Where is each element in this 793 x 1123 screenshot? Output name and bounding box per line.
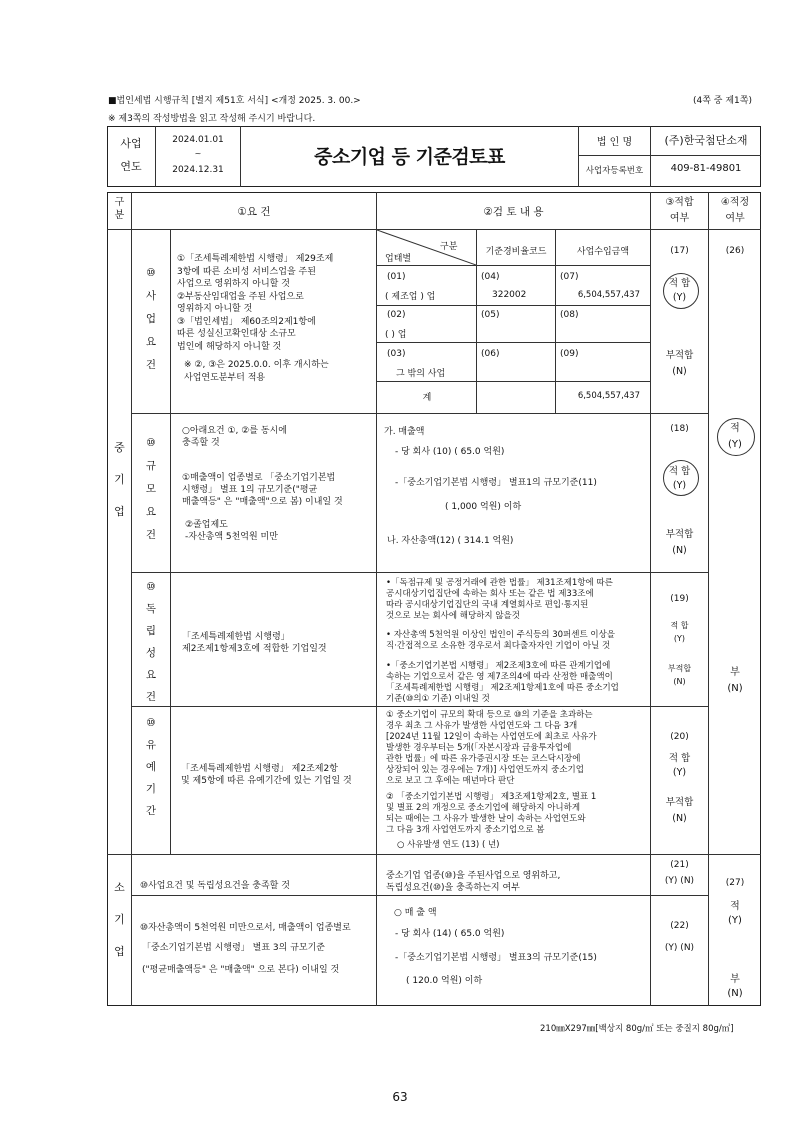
adequacy-no[interactable]: 부 (N) — [727, 667, 743, 694]
small-review2-c: -「중소기업기본법 시행령」 별표3의 규모기준(15) — [395, 953, 597, 963]
fit19-num: (19) — [670, 594, 689, 604]
fit20-no[interactable]: 부적합 (N) — [665, 797, 694, 824]
row1-code: 322002 — [492, 290, 527, 300]
total-label: 계 — [422, 393, 432, 403]
small-review1: 중소기업 업종(⑩)을 주된사업으로 영위하고, 독립성요건(⑩)을 충족하는지 여부 — [386, 871, 561, 893]
year-end: 2024.12.31 — [172, 165, 224, 175]
adequacy26-num: (26) — [725, 246, 745, 256]
small-req2-a: ⑩자산총액이 5천억원 미만으로서, 매출액이 업종별로 — [140, 923, 351, 933]
small-req1: ⑩사업요건 및 독립성요건을 충족할 것 — [140, 881, 290, 891]
business-req-label: ⑩ 사 업 요 건 — [145, 267, 157, 371]
small-review2-d: ( 120.0 억원) 이하 — [406, 976, 483, 986]
year-tilde: ~ — [194, 149, 202, 158]
row3-rev-num: (09) — [560, 349, 579, 359]
fit20-num: (20) — [670, 732, 689, 742]
size-total-assets: 나. 자산총액(12) ( 314.1 억원) — [387, 536, 514, 546]
size-req-cond: ○아래요건 ①, ②를 동시에 충족할 것 — [182, 426, 287, 448]
table-corner-top: 구분 — [440, 242, 458, 252]
business-req-note: ※ ②, ③은 2025.0.0. 이후 개시하는 사업연도분부터 적용 — [184, 360, 329, 383]
fit18-no[interactable]: 부적합 (N) — [665, 529, 694, 556]
grace-p1: ① 중소기업이 규모의 확대 등으로 ⑩의 기준을 초과하는 경우 최초 그 사유가 발생한 사업연도와 그 다음 3개 [2024년 11월 12일이 속하는 사업연도에 최초로 사유가 발생한 경우부터는 5개(「자본시장과 금융투자업에 관한 법률」에 따른 유가증권시장 또는 코스닥시장에 상장되어 있는 경우에는 7개)] 사업연도까지 중소기업 으로 보고 그 후에는 매년마다 판단 — [386, 710, 597, 786]
year-start: 2024.01.01 — [172, 135, 224, 145]
fit17-num: (17) — [670, 246, 689, 256]
instruction-note: ※ 제3쪽의 작성방법을 읽고 작성해 주시기 바랍니다. — [108, 114, 316, 124]
independence-req: 「조세특례제한법 시행령」 제2조제1항제3호에 적합한 기업일것 — [182, 632, 327, 654]
row2-name: ( ) 업 — [385, 330, 407, 340]
grace-req-label: ⑩ 유 예 기 간 — [145, 717, 157, 817]
col-revenue: 사업수입금액 — [576, 247, 630, 257]
fit17-yes[interactable]: 적 합 (Y) — [668, 278, 691, 303]
corp-name: (주)한국첨단소재 — [664, 134, 748, 147]
business-req-items: ①「조세특례제한법 시행령」 제29조제 3항에 따른 소비성 서비스업을 주된 사업으로 영위하지 아니할 것 ②부동산임대업을 주된 사업으로 영위하지 아니할 것 ③「법인세법」 제60조의2제1항에 따른 성실신고확인대상 소규모 법인에 해당하지 아니할 것 — [177, 254, 334, 352]
size-req-label: ⑩ 규 모 요 건 — [145, 437, 157, 541]
fit22-num: (22) — [670, 921, 689, 931]
independence-b2: • 자산총액 5천억원 이상인 법인이 주식등의 30퍼센트 이상을 직·간접적으로 소유한 경우로서 최다출자자인 기업이 아닐 것 — [386, 630, 616, 651]
grace-p3: ○ 사유발생 연도 (13) ( 년) — [397, 840, 500, 850]
independence-req-label: ⑩ 독 립 성 요 건 — [145, 581, 157, 703]
row3-name: 그 밖의 사업 — [396, 369, 446, 379]
col-requirement: ①요 건 — [237, 206, 271, 218]
business-year-label: 사업 연도 — [120, 137, 142, 173]
col-fit3: ③적합 여부 — [665, 197, 694, 224]
row1-name: ( 제조업 ) 업 — [385, 292, 436, 302]
fit20-yes[interactable]: 적 합 (Y) — [668, 753, 691, 778]
fit18-yes[interactable]: 적 합 (Y) — [668, 466, 691, 491]
small-review2-a: ○ 매 출 액 — [394, 908, 437, 918]
size-standard-value: ( 1,000 억원) 이하 — [445, 502, 522, 512]
row2-code-num: (05) — [481, 310, 500, 320]
section-sme-label: 중 기 업 — [114, 441, 125, 518]
fit19-yes[interactable]: 적 합 (Y) — [670, 621, 689, 643]
size-company-revenue: - 당 회사 (10) ( 65.0 억원) — [395, 447, 505, 457]
reg-no: 409-81-49801 — [670, 163, 742, 174]
page-of: (4쪽 중 제1쪽) — [693, 96, 752, 106]
row3-code-num: (06) — [481, 349, 500, 359]
page-number: 63 — [392, 1090, 408, 1104]
row1-code-num: (04) — [481, 272, 500, 282]
section-small-label: 소 기 업 — [114, 881, 125, 958]
independence-b3: •「중소기업기본법 시행령」 제2조제3호에 따른 관계기업에 속하는 기업으로서 같은 영 제7조의4에 따라 산정한 매출액이 「조세특례제한법 시행령」 제2조제1항제1호에 따른 중소기업 기준(⑩의① 기준) 이내일 것 — [386, 661, 619, 704]
size-standard: -「중소기업기본법 시행령」 별표1의 규모기준(11) — [395, 478, 597, 488]
law-reference: ■법인세법 시행규칙 [별지 제51호 서식] <개정 2025. 3. 00.> — [108, 96, 361, 106]
fit19-no[interactable]: 부적합 (N) — [667, 664, 692, 686]
fit18-num: (18) — [670, 424, 689, 434]
col-review: ②검 토 내 용 — [483, 206, 544, 218]
page-title: 중소기업 등 기준검토표 — [314, 146, 505, 168]
size-req-c2: ②졸업제도 -자산총액 5천억원 미만 — [185, 520, 278, 542]
adequacy27-ok[interactable]: 적 (Y) — [728, 901, 742, 926]
fit21-num: (21) — [670, 860, 689, 870]
col-gubun: 구 분 — [114, 197, 125, 221]
adequacy27-num: (27) — [725, 878, 745, 888]
grace-p2: ② 「중소기업기본법 시행령」 제3조제1항제2호, 별표 1 및 별표 2의 개정으로 중소기업에 해당하지 아니하게 되는 때에는 그 사유가 발생한 날이 속하는 사업연도와 그 다음 3개 사업연도까지 중소기업으로 봄 — [386, 792, 597, 835]
small-req2-b: 「중소기업기본법 시행령」 별표 3의 규모기준 — [142, 943, 325, 953]
col-expense-code: 기준경비율코드 — [485, 247, 547, 257]
row2-rev-num: (08) — [560, 310, 579, 320]
small-review2-b: - 당 회사 (14) ( 65.0 억원) — [395, 929, 505, 939]
selected-circle — [717, 418, 755, 456]
selected-circle — [663, 273, 699, 309]
row1-rev-num: (07) — [560, 272, 579, 282]
table-corner-bottom: 업태별 — [385, 254, 412, 264]
row3-num: (03) — [387, 349, 406, 359]
total-revenue: 6,504,557,437 — [577, 391, 640, 401]
fit22-yn[interactable]: (Y) (N) — [664, 943, 695, 953]
corp-name-label: 법 인 명 — [596, 137, 633, 148]
grace-req: 「조세특례제한법 시행령」 제2조제2항 및 제5항에 따른 유예기간에 있는 기업일 것 — [181, 764, 352, 786]
independence-b1: •「독점규제 및 공정거래에 관한 법률」 제31조제1항에 따른 공시대상기업집단에 속하는 회사 또는 같은 법 제33조에 따라 공시대상기업집단의 국내 계열회사로 편입·통지된 것으로 보는 회사에 해당하지 않을것 — [386, 578, 613, 621]
fit21-yn[interactable]: (Y) (N) — [664, 876, 695, 886]
size-req-c1: ①매출액이 업종별로 「중소기업기본법 시행령」 별표 1의 규모기준("평균 매출액등" 은 "매출액"으로 봄) 이내일 것 — [182, 473, 343, 507]
adequacy-ok[interactable]: 적 (Y) — [728, 423, 742, 450]
paper-spec: 210㎜X297㎜[백상지 80g/㎡ 또는 중질지 80g/㎡] — [540, 1024, 734, 1034]
fit17-no[interactable]: 부적합 (N) — [665, 350, 694, 377]
small-req2-c: ("평균매출액등" 은 "매출액" 으로 본다) 이내일 것 — [142, 965, 340, 975]
size-ga: 가. 매출액 — [384, 427, 425, 437]
row1-revenue: 6,504,557,437 — [577, 290, 640, 300]
row2-num: (02) — [387, 310, 406, 320]
row1-num: (01) — [387, 272, 406, 282]
selected-circle — [663, 460, 699, 496]
reg-no-label: 사업자등록번호 — [585, 166, 644, 176]
adequacy27-no[interactable]: 부 (N) — [727, 974, 743, 999]
col-fit4: ④적정 여부 — [720, 197, 750, 224]
